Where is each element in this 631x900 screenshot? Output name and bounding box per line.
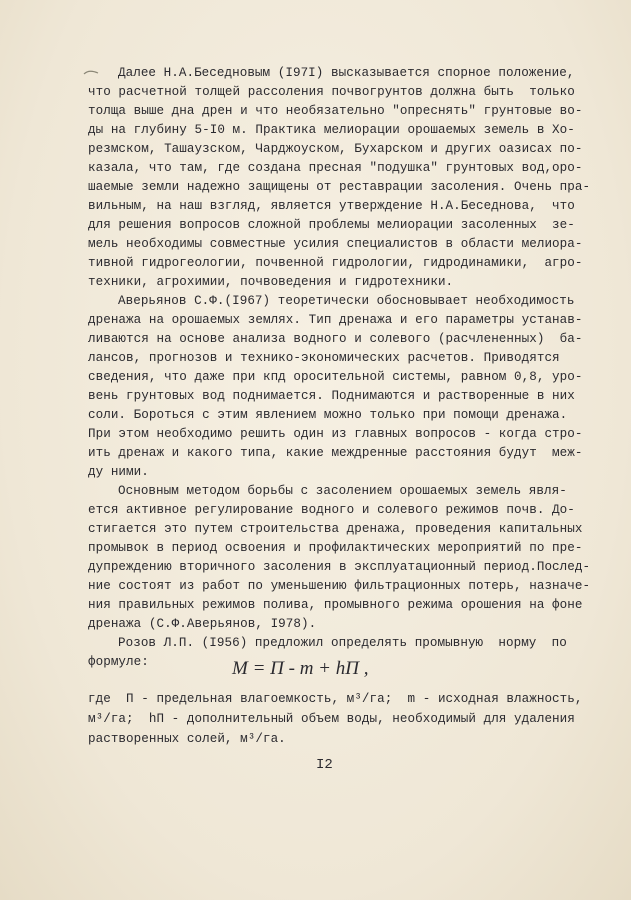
text-line: тивной гидрогеологии, почвенной гидрологии, гидродинамики, агро- [88, 256, 583, 270]
text-line: лансов, прогнозов и технико-экономических расчетов. Приводятся [88, 351, 560, 365]
text-line: толща выше дна дрен и что необязательно "опреснять" грунтовые во- [88, 104, 583, 118]
text-line: дренажа (С.Ф.Аверьянов, I978). [88, 617, 317, 631]
text-line: При этом необходимо решить один из главных вопросов - когда стро- [88, 427, 583, 441]
text-line: стигается это путем строительства дренажа, проведения капитальных [88, 522, 583, 536]
text-line: растворенных солей, м³/га. [88, 732, 286, 746]
text-line: для решения вопросов сложной проблемы мелиорации засоленных зе- [88, 218, 575, 232]
text-line: промывок в период освоения и профилактических мероприятий по пре- [88, 541, 583, 555]
text-line: резмском, Ташаузском, Чарджоуском, Бухарском и других оазисах по- [88, 142, 583, 156]
text-line: ливаются на основе анализа водного и солевого (расчлененных) ба- [88, 332, 583, 346]
pencil-mark [83, 67, 99, 77]
text-line: ния правильных режимов полива, промывного режима орошения на фоне [88, 598, 583, 612]
text-line: сведения, что даже при кпд оросительной системы, равном 0,8, уро- [88, 370, 583, 384]
text-line: мель необходимы совместные усилия специалистов в области мелиора- [88, 237, 583, 251]
text-line: вень грунтовых вод поднимается. Поднимаются и растворенные в них [88, 389, 575, 403]
text-line: формуле: [88, 655, 149, 669]
text-line: где П - предельная влагоемкость, м³/га; m - исходная влажность, [88, 692, 583, 706]
text-line: Далее Н.А.Беседновым (I97I) высказывается спорное положение, [118, 66, 575, 80]
text-line: шаемые земли надежно защищены от реставрации засоления. Очень пра- [88, 180, 591, 194]
text-line: ды на глубину 5-I0 м. Практика мелиорации орошаемых земель в Хо- [88, 123, 575, 137]
text-line: ние состоят из работ по уменьшению фильтрационных потерь, назначе- [88, 579, 591, 593]
text-line: Аверьянов С.Ф.(I967) теоретически обосновывает необходимость [118, 294, 575, 308]
text-line: м³/га; hП - дополнительный объем воды, необходимый для удаления [88, 712, 575, 726]
text-line: Основным методом борьбы с засолением орошаемых земель явля- [118, 484, 567, 498]
text-line: что расчетной толщей рассоления почвогрунтов должна быть только [88, 85, 575, 99]
page-number: I2 [316, 757, 333, 773]
text-line: вильным, на наш взгляд, является утверждение Н.А.Беседнова, что [88, 199, 575, 213]
text-line: соли. Бороться с этим явлением можно только при помощи дренажа. [88, 408, 568, 422]
formula: M = П - m + hП , [232, 658, 369, 679]
text-line: ить дренаж и какого типа, какие междренные расстояния будут меж- [88, 446, 583, 460]
text-line: ду ними. [88, 465, 149, 479]
text-line: Розов Л.П. (I956) предложил определять промывную норму по [118, 636, 567, 650]
text-line: ется активное регулирование водного и солевого режимов почв. До- [88, 503, 575, 517]
text-line: казала, что там, где создана пресная "подушка" грунтовых вод,оро- [88, 161, 583, 175]
text-line: дренажа на орошаемых землях. Тип дренажа и его параметры устанав- [88, 313, 583, 327]
text-line: дупреждению вторичного засоления в эксплуатационный период.Послед- [88, 560, 591, 574]
text-line: техники, агрохимии, почвоведения и гидротехники. [88, 275, 454, 289]
